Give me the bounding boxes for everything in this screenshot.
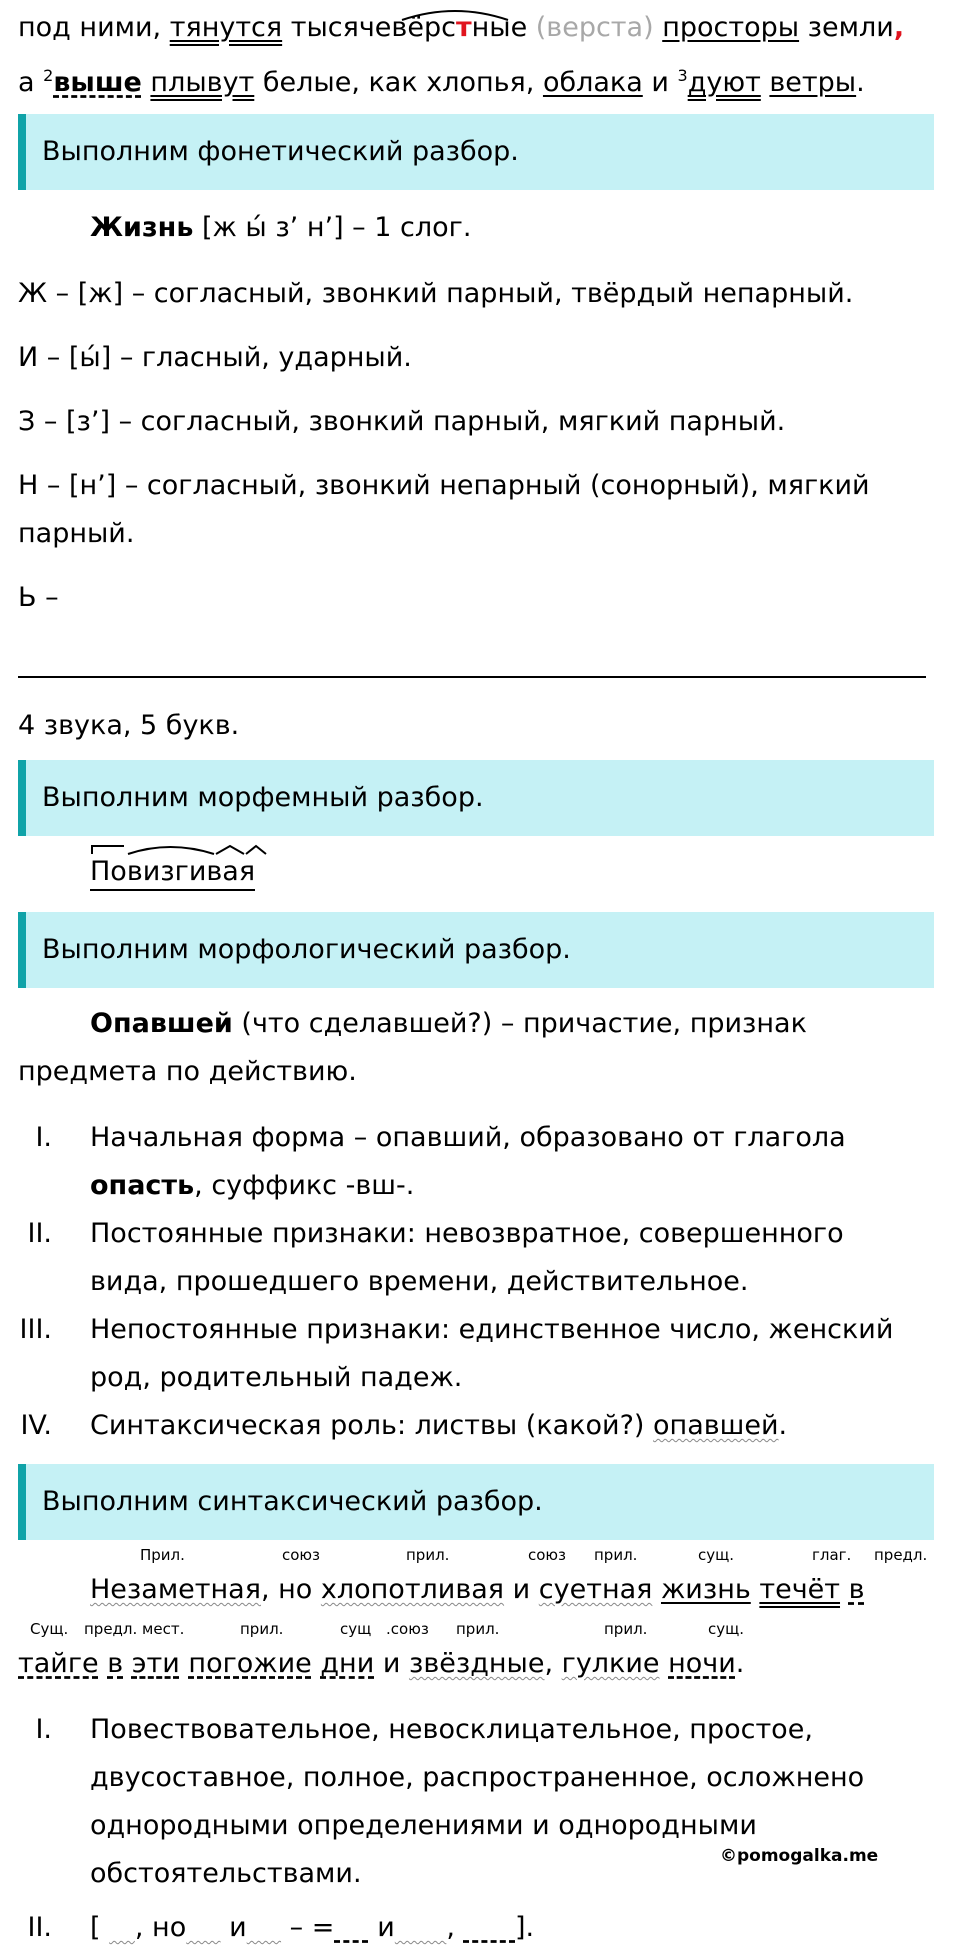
section-banner-morphological [18,912,934,988]
pos-label: прил. [240,1620,284,1638]
pos-label: прил. [406,1546,450,1564]
phonetic-heading [90,210,471,246]
morphological-item-line: опасть, суффикс -вш-. [90,1170,415,1201]
roman-numeral: II. [27,1218,52,1249]
pos-label: прил. [604,1620,648,1638]
text-line-2: а $^2$выше плывут белые, как хлопья, облака и $^3$дуют ветры. [18,66,865,98]
section-banner-syntactic [18,1464,934,1540]
roman-numeral: I. [35,1122,52,1153]
section-title: Выполним морфологический разбор. [42,934,571,965]
footnote-number: 2 [43,66,54,85]
text-fragment: земли [799,12,894,43]
pos-label: прил. [456,1620,500,1638]
phonetic-row: З – [з’] – согласный, звонкий парный, мягкий парный. [18,406,786,437]
section-title: Выполним синтаксический разбор. [42,1486,543,1517]
phonetic-row: Н – [н’] – согласный, звонкий непарный (сонорный), мягкий [18,470,870,501]
adverb-word: выше [53,67,142,98]
section-banner-morphemic [18,760,934,836]
watermark: ©pomogalka.me [720,1846,879,1866]
divider-line [18,676,926,678]
highlighted-comma: , [893,12,905,43]
roman-numeral: I. [35,1714,52,1745]
pos-label: союз [282,1546,321,1564]
phonetic-summary: 4 звука, 5 букв. [18,710,240,741]
morphological-item-line: Непостоянные признаки: единственное число, женский [90,1314,894,1345]
syntactic-item-line: Повествовательное, невосклицательное, простое, [90,1714,813,1745]
subject-word: ветры [769,67,857,98]
roman-numeral: III. [19,1314,52,1345]
text-fragment: под ними, [18,12,170,43]
sentence-line-1: Незаметная, но хлопотливая и суетная жизнь течёт в [90,1574,865,1605]
highlighted-letter: т [455,12,472,43]
pos-label: союз [528,1546,567,1564]
subject-word: жизнь [660,1574,751,1605]
syntactic-item-line: обстоятельствами. [90,1858,362,1889]
predicate-word: течёт [759,1574,841,1605]
root-arc [400,6,510,22]
text-fragment: ные [471,12,536,43]
phonetic-transcription: [ж ы́ з’ н’] – 1 слог. [193,212,472,243]
morphological-item-line: вида, прошедшего времени, действительное. [90,1266,749,1297]
roman-numeral: IV. [20,1410,52,1441]
pos-label: .союз [386,1620,429,1638]
sentence-scheme: [ , но и – = и , ]. [90,1912,535,1943]
pos-label: предл. мест. [84,1620,185,1638]
predicate-word: плывут [150,67,255,98]
morphological-item-line: Постоянные признаки: невозвратное, совершенного [90,1218,844,1249]
pos-label: глаг. [812,1546,852,1564]
morphological-item-line: Начальная форма – опавший, образовано от глагола [90,1122,846,1153]
predicate-word: тянутся [169,12,283,43]
morphological-intro-line2: предмета по действию. [18,1056,357,1087]
phonetic-row: парный. [18,518,135,549]
footnote-number: 3 [677,66,688,85]
morpheme-marks [90,842,270,862]
pos-label: сущ [340,1620,372,1638]
syntactic-item-line: двусоставное, полное, распространенное, осложнено [90,1762,865,1793]
phonetic-word: Жизнь [90,212,194,243]
phonetic-row: И – [ы́] – гласный, ударный. [18,342,412,373]
subject-word: просторы [662,12,800,43]
pos-label: Прил. [140,1546,185,1564]
hint-word: (верста) [535,12,654,43]
pos-label: Сущ. [30,1620,69,1638]
morphological-word: Опавшей [90,1008,233,1039]
section-title: Выполним фонетический разбор. [42,136,519,167]
section-banner-phonetic [18,114,934,190]
phonetic-row: Ж – [ж] – согласный, звонкий парный, твёрдый непарный. [18,278,854,309]
pos-label: прил. [594,1546,638,1564]
subject-word: облака [542,67,643,98]
predicate-word: дуют [687,67,761,98]
phonetic-row: Ь – [18,582,59,613]
pos-label: сущ. [708,1620,745,1638]
morphological-item-line: род, родительный падеж. [90,1362,463,1393]
text-fragment: тысячевёрс [282,12,456,43]
section-title: Выполним морфемный разбор. [42,782,484,813]
pos-label: сущ. [698,1546,735,1564]
roman-numeral: II. [27,1912,52,1943]
sentence-line-2: тайге в эти погожие дни и звёздные, гулкие ночи. [18,1648,745,1679]
morphological-item-line: Синтаксическая роль: листвы (какой?) опавшей. [90,1410,788,1441]
morphemic-word-text: Повизгивая [90,856,255,891]
morphological-intro: Опавшей (что сделавшей?) – причастие, признак [90,1008,807,1039]
syntactic-item-line: однородными определениями и однородными [90,1810,757,1841]
pos-label: предл. [874,1546,928,1564]
